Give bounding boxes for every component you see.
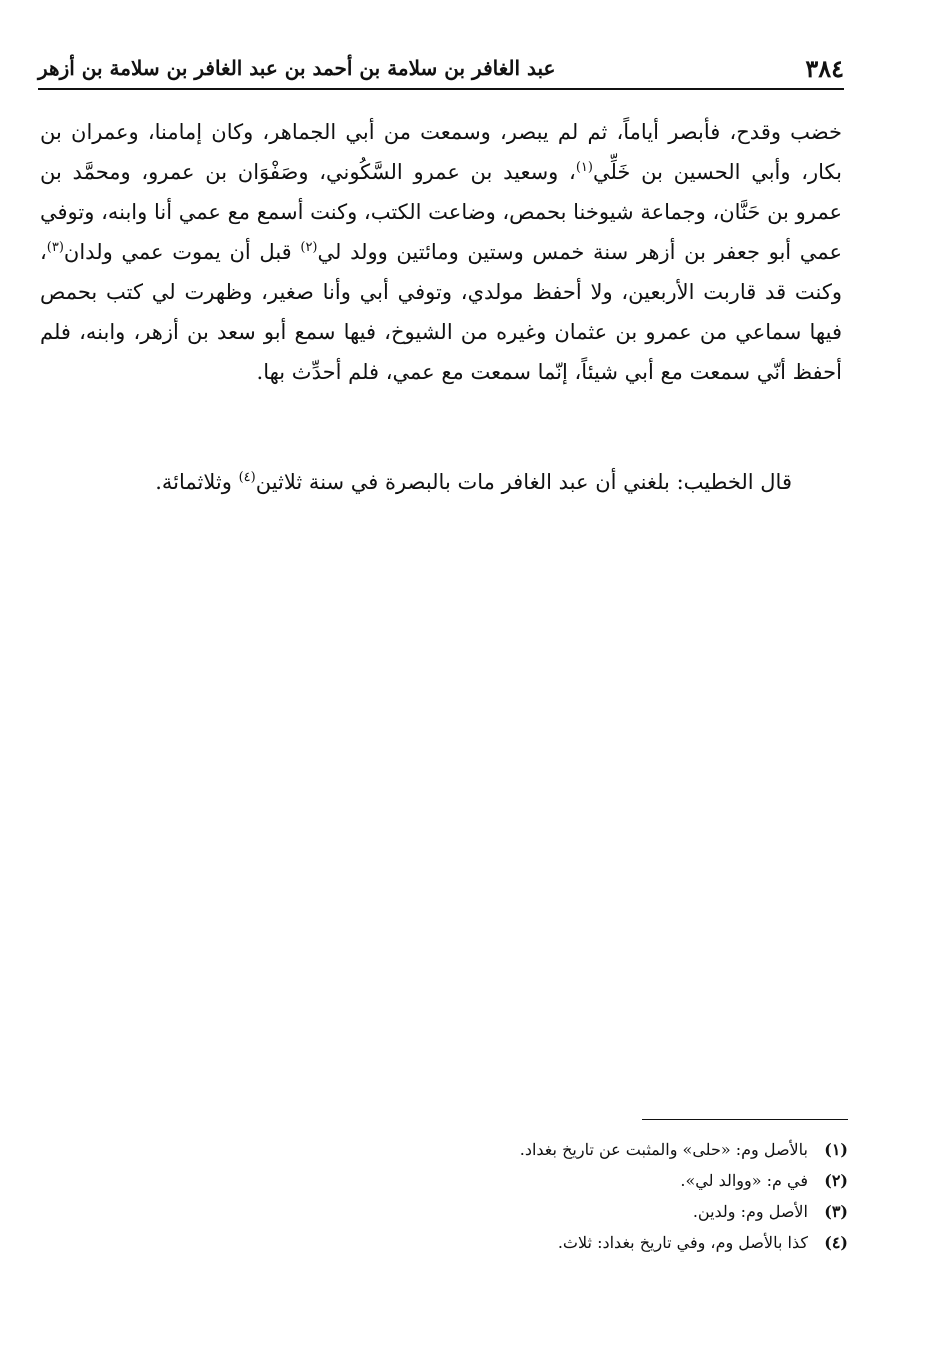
footnote-ref-4: (٤) [238,470,256,485]
page-number: ٣٨٤ [805,53,844,83]
footnote-text: بالأصل وم: «حلى» والمثبت عن تاريخ بغداد. [519,1140,808,1159]
footnote-rule [642,1119,848,1120]
footnote-ref-2: (٢) [300,240,318,255]
header-rule [38,88,844,90]
khatib-paragraph [40,462,792,502]
footnote-text: الأصل وم: ولدين. [692,1202,808,1221]
footnote-item [300,1196,848,1227]
footnote-number: (٣) [824,1202,848,1221]
footnote-number: (٢) [824,1171,848,1190]
footnote-item [300,1227,848,1258]
footnote-number: (١) [824,1140,848,1159]
footnote-ref-1: (١) [575,160,593,175]
paragraph-text: ، وكنت قد قاربت الأربعين، ولا أحفظ مولدي، وتوفي أبي وأنا صغير، وظهرت لي كتب بحمص فيها سماعي من عمرو بن عثمان وغيره من الشيوخ، فيها سمع أبو سعد بن أزهر، وابنه، فلم أحفظ أنّي سمعت مع أبي شيئاً، إنّما سمعت مع عمي، فلم أحدِّث بها. [40,240,842,384]
paragraph-text: ، وسعيد بن عمرو السَّكُوني، وصَفْوَان بن عمرو، ومحمَّد بن عمرو بن حَنَّان، وجماعة شيوخنا بحمص، وضاعت الكتب، وكنت أسمع مع عمي أنا وابنه، وتوفي عمي أبو جعفر بن أزهر سنة خمس وستين ومائتين وولد لي [40,160,842,264]
footnote-ref-3: (٣) [46,240,64,255]
footnote-text: كذا بالأصل وم، وفي تاريخ بغداد: ثلاث. [557,1233,808,1252]
paragraph-text: قال الخطيب: بلغني أن عبد الغافر مات بالبصرة في سنة ثلاثين [255,470,792,494]
footnote-number: (٤) [824,1233,848,1252]
footnote-item [300,1134,848,1165]
footnotes [300,1134,848,1258]
running-title: عبد الغافر بن سلامة بن أحمد بن عبد الغافر بن سلامة بن أزهر [38,56,556,80]
page-header [38,52,844,84]
main-paragraph [40,112,842,392]
paragraph-text: قبل أن يموت عمي ولدان [63,240,301,264]
footnote-item [300,1165,848,1196]
paragraph-text: وثلاثمائة. [155,470,239,494]
paragraph-text: خضب وقدح، فأبصر أياماً، ثم لم يبصر، وسمعت من أبي الجماهر، وكان إمامنا، وعمران بن بكار، وأبي الحسين بن خَلِّي [40,120,842,184]
footnote-text: في م: «ووالد لي». [680,1171,808,1190]
